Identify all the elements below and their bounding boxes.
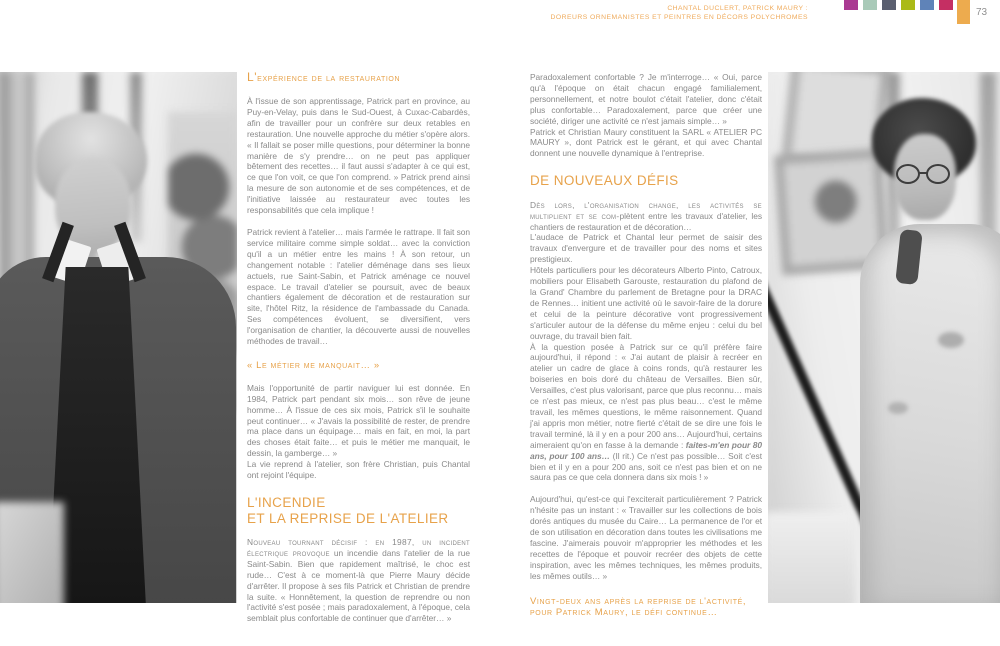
kicker-restauration: L'expérience de la restauration <box>247 70 401 84</box>
heading-line2: ET LA REPRISE DE L'ATELIER <box>247 510 449 526</box>
paragraph: Aujourd'hui, qu'est-ce qui l'exciterait particulièrement ? Patrick n'hésite pas un instant : « Travailler sur les collections de bois dorés antiques du musée du Caire… La permanence de l'or et de son utilisation en décoration dans toutes les civilisations me fascine. J'aimerais pouvoir m'approprier les méthodes et les recettes de l'époque et pouvoir recréer des objets de cette inspiration, avec les mêmes techniques, les mêmes produits, les mêmes outils… » <box>530 494 762 581</box>
running-head <box>551 4 808 22</box>
page-number: 73 <box>976 7 988 18</box>
heading-line1: L'INCENDIE <box>247 495 326 510</box>
palette-square-slate <box>882 0 896 10</box>
closing-note <box>530 596 762 618</box>
palette-square-blue <box>920 0 934 10</box>
foreground-object <box>768 512 854 603</box>
paragraph: Paradoxalement confortable ? Je m'interroge… « Oui, parce qu'à l'époque on était chacun engagé familialement, personnellement, et notre boulot c'était l'atelier, donc c'était plus confortable… Paradoxalement, parce que créer une société, diriger une activité ce n'est jamais simple… » <box>530 72 762 126</box>
lead-in: Nouveau tournant décisif : en 1987, un incident électrique provoque <box>247 537 470 558</box>
portrait-smock <box>860 224 1000 603</box>
closing-note-line1: Vingt-deux ans après la reprise de l'activité, <box>530 595 747 607</box>
running-head-line1: CHANTAL DUCLERT, PATRICK MAURY : <box>667 5 808 12</box>
palette-square-seafoam <box>863 0 877 10</box>
glasses-right-lens <box>926 164 950 184</box>
palette-square-magenta <box>844 0 858 10</box>
closing-note-line2: pour Patrick Maury, le défi continue… <box>530 606 718 618</box>
paragraph-text: un incendie dans l'atelier de la rue Saint-Sabin. Bien que rapidement maîtrisé, le choc est rude… C'est à ce moment-là que Pierre Maury décide d'arrêter. Il propose à ses fils Patrick et Christian de prendre la suite. « Honnêtement, la question de reprendre ou non l'activité s'est posée ; mais paradoxalement, à l'époque, cela semblait plus confortable de continuer que d'arrêter… » <box>247 547 470 624</box>
palette-squares <box>844 0 953 10</box>
paragraph: La vie reprend à l'atelier, son frère Christian, puis Chantal ont rejoint l'équipe. <box>247 459 470 481</box>
smock-stain-1 <box>938 332 964 348</box>
glasses-left-lens <box>896 164 920 184</box>
section-heading-defis: DE NOUVEAUX DÉFIS <box>530 173 679 189</box>
text-column-2 <box>530 72 762 618</box>
paragraph <box>530 342 762 484</box>
paragraph <box>247 537 470 624</box>
palette-square-olive <box>901 0 915 10</box>
pull-quote: « Le métier me manquait… » <box>247 359 380 371</box>
quoted-demand: faites-m'en pour 80 ans, pour 100 ans… <box>530 439 762 461</box>
section-heading-incendie <box>247 495 470 526</box>
glasses-bridge <box>919 172 927 174</box>
palette-square-crimson <box>939 0 953 10</box>
paragraph-text: plètent entre les travaux d'atelier, les chantiers de restauration et de décoration… <box>530 210 762 232</box>
paragraph: Patrick revient à l'atelier… mais l'armée le rattrape. Il fait son service militaire comme simple soldat… avec la conviction qu'il a un métier entre les mains ! À son retour, un changement notable : l'atelier déménage dans ses lieux actuels, rue Saint-Sabin, et Patrick aménage ce nouvel espace. Le travail d'atelier se poursuit, avec de beaux chantiers également de décoration et de restauration sur site, l'hôtel Ritz, la résidence de l'ambassade du Canada. Ses compétences évoluent, se diversifient, vers l'organisation de chantier, la découverte aussi de nouvelles méthodes de travail… <box>247 226 470 347</box>
paragraph-text: (Il rit.) Ce n'est pas possible… Soit c'est bien et il y en a pour 200 ans, soit ce n'est pas bien et on ne saura pas ce que cela donnera dans six mois ! » <box>530 450 762 483</box>
paragraph: L'audace de Patrick et Chantal leur permet de saisir des travaux d'envergure et de travailler pour des noms et sites prestigieux. <box>530 232 762 265</box>
photo-patrick <box>768 72 1000 603</box>
accent-tab <box>957 0 970 24</box>
smock-stain-2 <box>888 402 908 414</box>
running-head-line2: DOREURS ORNEMANISTES ET PEINTRES EN DÉCORS POLYCHROMES <box>550 14 808 21</box>
paragraph <box>530 200 762 233</box>
paragraph-text: À la question posée à Patrick sur ce qu'il préfère faire aujourd'hui, il répond : « J'ai autant de plaisir à recréer en atelier un cadre de glace à coins ronds, qu'à restaurer les boiseries en bois doré du château de Versailles. Bien sûr, Versailles, c'est plus valorisant, parce que plus reconnu… mais ce n'est pas mieux, ce n'est pas plus beau… c'est le même travail, les mêmes questions, le même raisonnement. Quand j'ai appris mon métier, notre fierté c'était de se dire une fois le travail terminé, là il y en a pour 200 ans… Aujourd'hui, certains aimeraient qu'on en fasse à la demande : <box>530 341 762 450</box>
lead-in: Dès lors, l'organisation change, les activités se multiplient et se com- <box>530 199 762 221</box>
paragraph: Patrick et Christian Maury constituent la SARL « ATELIER PC MAURY », dont Patrick est le gérant, et qui avec Chantal donnent une nouvelle dynamique à l'entreprise. <box>530 126 762 159</box>
paragraph: Hôtels particuliers pour les décorateurs Alberto Pinto, Catroux, mobiliers pour Elisabeth Garouste, restauration du plafond de la Grand' Chambre du parlement de Bretagne pour la DRAC de Rennes… initient une activité où le savoir-faire de la dorure et celui de la peinture décorative vont progressivement s'articuler autour de la défense du même enjeu : celui du bel ouvrage, du travail bien fait. <box>530 265 762 341</box>
paragraph: Mais l'opportunité de partir naviguer lui est donnée. En 1984, Patrick part pendant six mois… son rêve de jeune homme… À l'issue de ces six mois, Patrick s'il le souhaite peut continuer… « J'avais la possibilité de rester, de prendre ma place dans un équipage… mais en fait, en moi, la part des choses était faite… et puis le métier me manquait, le dessin, la gamberge… » <box>247 382 470 459</box>
paragraph: À l'issue de son apprentissage, Patrick part en province, au Puy-en-Velay, puis dans le Sud-Ouest, à Cuxac-Cabardès, afin de travailler pour un confrère sur deux retables en restauration. Une nouvelle approche du métier s'opère alors. « Il fallait se poser mille questions, pour déterminer la bonne manière de s'y prendre… on ne peut pas appliquer bêtement des recettes… il faut aussi s'adapter à ce qui est, ce que l'on voit, ce que l'on comprend. » Patrick prend ainsi la mesure de son autonomie et de ses compétences, et de l'initiative laissée au restaurateur avec toutes les responsabilités que cela implique ! <box>247 96 470 216</box>
text-column-1 <box>247 72 470 624</box>
workbench-highlight <box>0 502 64 603</box>
photo-chantal <box>0 72 237 603</box>
